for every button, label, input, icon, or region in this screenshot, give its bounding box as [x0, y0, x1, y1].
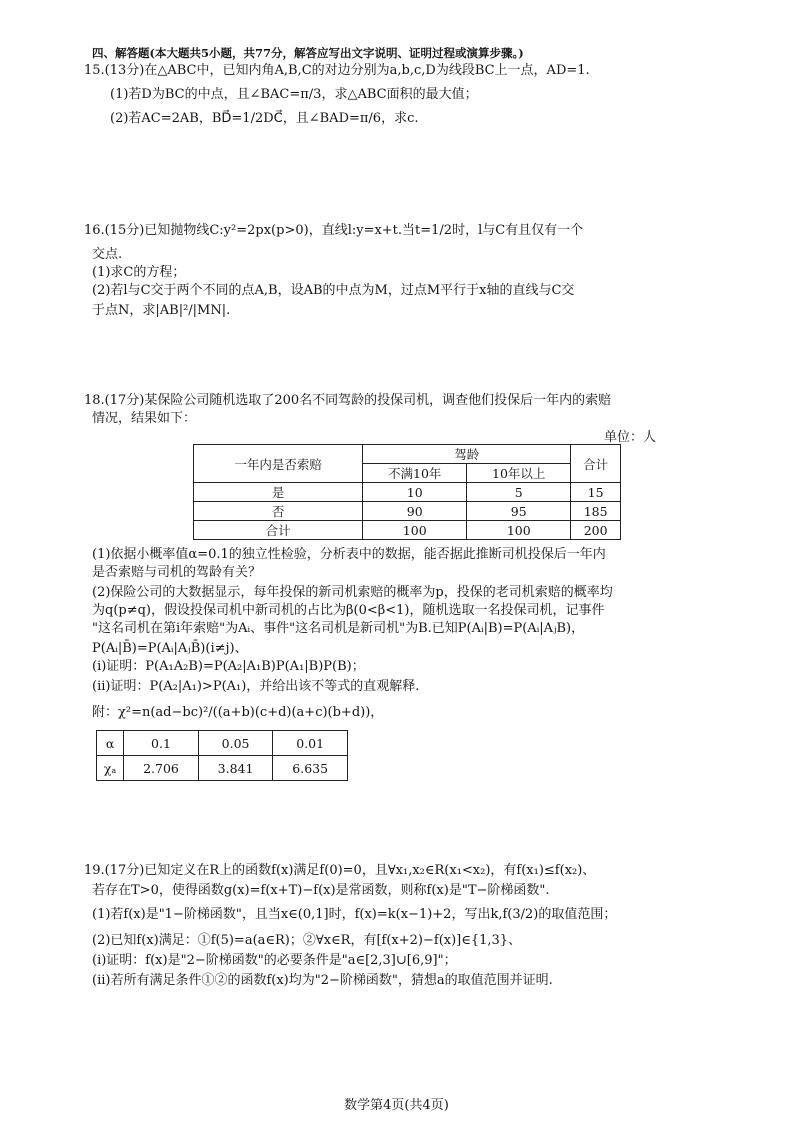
q18-sub-i: (ⅰ)证明：P(A₁A₂B)=P(A₂|A₁B)P(A₁|B)P(B)； [92, 659, 365, 674]
cell: 15 [571, 483, 621, 502]
q19-part2: (2)已知f(x)满足：①f(5)=a(a∈R)；②∀x∈R，有[f(x+2)−f(x)]∈{1,3}、 [92, 933, 522, 948]
q18-stem: 18.(17分)某保险公司随机选取了200名不同驾龄的投保司机，调查他们投保后一年内的索赔 [84, 393, 612, 408]
q16-part2: (2)若l与C交于两个不同的点A,B，设AB的中点为M，过点M平行于x轴的直线与C交 [92, 283, 575, 298]
cell: 3.841 [198, 756, 273, 781]
row-label: 是 [194, 483, 363, 502]
q18-stem-cont: 情况，结果如下： [92, 411, 197, 426]
page-footer: 数学第4页(共4页) [344, 1098, 449, 1113]
cell: 100 [363, 521, 467, 540]
table-group-header: 驾龄 [363, 445, 571, 464]
q19-stem-cont: 若存在T>0，使得函数g(x)=f(x+T)−f(x)是常函数，则称f(x)是"T−阶梯函数". [92, 883, 550, 898]
alpha-label: α [97, 731, 124, 756]
q18-part2-line2: 为q(p≠q)，假设投保司机中新司机的占比为β(0<β<1)，随机选取一名投保司机，记事件 [92, 603, 605, 618]
cell: 95 [467, 502, 571, 521]
table-row [194, 502, 621, 521]
q18-part2: (2)保险公司的大数据显示，每年投保的新司机索赔的概率为p，投保的老司机索赔的概率均 [92, 585, 613, 600]
q19-stem: 19.(17分)已知定义在R上的函数f(x)满足f(0)=0，且∀x₁,x₂∈R(x₁<x₂)，有f(x₁)≤f(x₂)、 [84, 863, 596, 878]
cell: 200 [571, 521, 621, 540]
cell: 0.01 [273, 731, 348, 756]
q18-part1-cont: 是否索赔与司机的驾龄有关？ [92, 565, 262, 580]
claims-table [193, 444, 621, 540]
cell: 6.635 [273, 756, 348, 781]
cell: 185 [571, 502, 621, 521]
table-col1-header: 不满10年 [363, 464, 467, 483]
row-label: 合计 [194, 521, 363, 540]
table-corner: 一年内是否索赔 [194, 445, 363, 483]
cell: 10 [363, 483, 467, 502]
q16-part1: (1)求C的方程； [92, 265, 186, 280]
q19-sub-ii: (ⅱ)若所有满足条件①②的函数f(x)均为"2−阶梯函数"，猜想a的取值范围并证明. [92, 973, 553, 988]
q15-stem: 15.(13分)在△ABC中，已知内角A,B,C的对边分别为a,b,c,D为线段BC上一点，AD=1. [84, 63, 590, 78]
chi-square-formula: 附：χ²=n(ad−bc)²/((a+b)(c+d)(a+c)(b+d))， [92, 705, 384, 720]
q18-sub-ii: (ⅱ)证明：P(A₂|A₁)>P(A₁)，并给出该不等式的直观解释. [92, 679, 420, 694]
table-total-header: 合计 [571, 445, 621, 483]
chi-label: χₐ [97, 756, 124, 781]
table-row [194, 521, 621, 540]
cell: 0.1 [124, 731, 199, 756]
cell: 100 [467, 521, 571, 540]
q16-stem-cont: 交点. [92, 247, 123, 262]
q18-part2-line4: P(Aᵢ|B̄)=P(Aᵢ|AⱼB̄)(i≠j)、 [92, 641, 248, 656]
cell: 0.05 [198, 731, 273, 756]
critical-value-table [96, 730, 348, 781]
section-header: 四、解答题(本大题共5小题，共77分，解答应写出文字说明、证明过程或演算步骤。) [92, 46, 524, 60]
q15-part1: (1)若D为BC的中点，且∠BAC=π/3，求△ABC面积的最大值； [110, 87, 478, 102]
cell: 5 [467, 483, 571, 502]
q19-part1: (1)若f(x)是"1−阶梯函数"，且当x∈(0,1]时，f(x)=k(x−1)+2，写出k,f(3/2)的取值范围； [92, 907, 617, 922]
cell: 90 [363, 502, 467, 521]
unit-label: 单位：人 [604, 430, 657, 445]
table-row [194, 483, 621, 502]
cell: 2.706 [124, 756, 199, 781]
q18-part1: (1)依据小概率值α=0.1的独立性检验，分析表中的数据，能否据此推断司机投保后一年内 [92, 547, 606, 562]
row-label: 否 [194, 502, 363, 521]
q19-sub-i: (ⅰ)证明：f(x)是"2−阶梯函数"的必要条件是"a∈[2,3]∪[6,9]"； [92, 953, 457, 968]
q16-stem: 16.(15分)已知抛物线C:y²=2px(p>0)，直线l:y=x+t.当t=1/2时，l与C有且仅有一个 [84, 223, 584, 238]
q15-part2: (2)若AC=2AB，BD⃗=1/2DC⃗，且∠BAD=π/6，求c. [110, 111, 419, 126]
table-col2-header: 10年以上 [467, 464, 571, 483]
q16-part2-cont: 于点N，求|AB|²/|MN|. [92, 303, 231, 318]
q18-part2-line3: "这名司机在第i年索赔"为Aᵢ、事件"这名司机是新司机"为B.已知P(Aᵢ|B)=P(Aᵢ|AⱼB)， [92, 621, 585, 636]
